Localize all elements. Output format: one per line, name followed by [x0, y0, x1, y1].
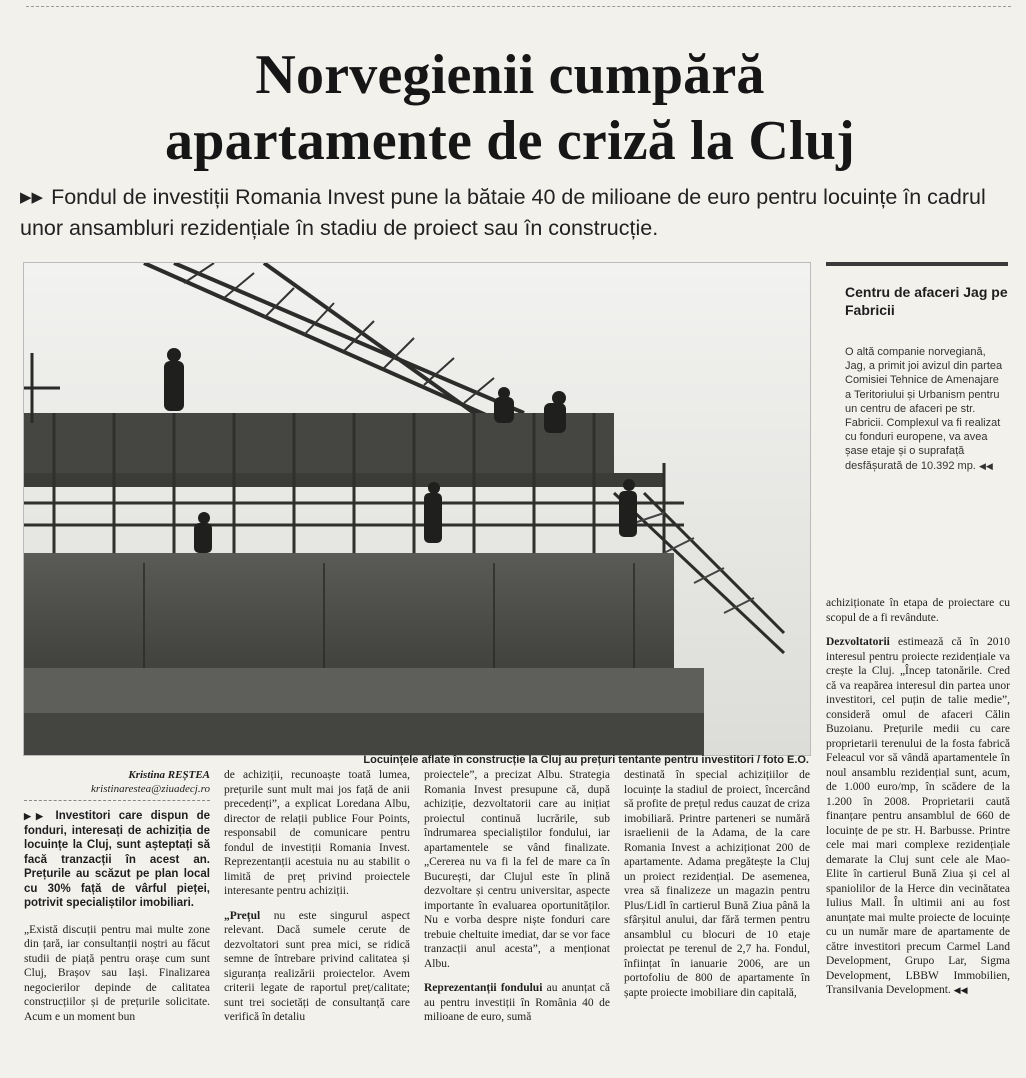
sidebar-rule — [826, 262, 1008, 266]
end-mark-icon: ◀◀ — [953, 985, 968, 995]
caption-text: Locuințele aflate în construcție la Cluj au prețuri tentante pentru investitori — [363, 754, 754, 766]
column-4 — [624, 768, 810, 1000]
lead-paragraph — [20, 182, 1020, 243]
col3-paragraph-2 — [424, 981, 610, 1025]
headline — [60, 42, 960, 174]
col3-paragraph-2-text: au anunțat că au pentru investiții în România 40 de milioane de euro, sumă — [424, 982, 610, 1023]
column-3 — [424, 768, 610, 1025]
col2-paragraph-1: de achiziții, recunoaște toată lumea, prețurile sunt mult mai jos față de anii precedenți”, a explicat Loredana Albu, director de relații publice Four Points, responsabil de comunicare pentru fondul de investiții Romania Invest. Reprezentanții acestuia nu au stabilit o limită de preț privind proiectele interesante pentru achiziții. — [224, 769, 410, 897]
headline-line-2: apartamente de criză la Cluj — [165, 110, 855, 172]
col2-paragraph-2 — [224, 909, 410, 1025]
end-mark-icon: ◀◀ — [978, 460, 993, 471]
col5-lead-word: Dezvoltatorii — [826, 636, 890, 648]
column-2 — [224, 768, 410, 1025]
photo-credit: / foto E.O. — [757, 754, 809, 766]
sidebar-body: O altă companie norvegiană, Jag, a primit joi avizul din partea Comisiei Tehnice de Amenajare a Teritoriului și Urbanism pentru un centru de afaceri pe str. Fabricii. Complexul va fi realizat cu fonduri europene, va avea șase etaje și o suprafață desfășurată de 10.392 mp. — [845, 346, 1003, 472]
photo-caption — [23, 754, 809, 766]
col5-paragraph-1: achiziționate în etapa de proiectare cu scopul de a fi revândute. — [826, 597, 1010, 624]
col3-lead-word: Reprezentanții fondului — [424, 982, 543, 994]
col4-paragraph: destinată în special achizițiilor de locuințe la stadiul de proiect, încercând să profite de prețul redus cauzat de criza imobiliară. Printre parteneri se numără israelienii de la Adama, de la care Romania Invest a achiziționat 200 de apartamente. Adama pregătește la Cluj un proiect rezidențial. De asemenea, vrea să finalizeze un magazin pentru Plus/Lidl în cartierul Bună Ziua până la sfârșitul anului, dar fără termen pentru ansamblul cu blocuri de 10 etaje proiectat pe terenul de 2,7 ha. Fondul, înființat în ianuarie 2006, are un portofoliu de 800 de apartamente în șapte proiecte imobiliare din capitală, — [624, 769, 810, 999]
top-rule — [26, 6, 1011, 7]
construction-photo — [23, 262, 811, 756]
intro-paragraph — [24, 809, 210, 911]
headline-line-1: Norvegienii cumpără — [255, 44, 765, 106]
construction-illustration — [24, 263, 810, 755]
column-5 — [826, 596, 1010, 998]
byline-author: Kristina REȘTEA — [128, 769, 210, 781]
col3-paragraph-1: proiectele”, a precizat Albu. Strategia Romania Invest presupune că, după achiziție, dezvoltatorii care au inițiat proiectul continuă lucrările, sub îndrumarea specialiștilor fondului, iar apartamentele se vând finalizate. „Cererea nu va fi la fel de mare ca în București, dar Clujul este în plină dezvoltare și centru universitar, aspecte importante în evaluarea oportunităților. Nu e vorba despre niște fonduri care trebuie cheltuite imediat, dar se vor face tranzacții anul acesta”, a menționat Albu. — [424, 769, 610, 970]
double-arrow-icon: ▶▶ — [24, 811, 56, 821]
col2-lead-word: „Prețul — [224, 909, 261, 922]
col2-paragraph-2-text: nu este singurul aspect relevant. Dacă sumele cerute de dezvoltatori sunt prea mici, se ridică semne de întrebare privind calitatea și siguranța realizării proiectelor. Avem criterii legate de raportul preț/calitate; sunt trei societăți de consultanță care verifică în detaliu — [224, 909, 410, 1023]
sidebar-text — [845, 345, 1005, 473]
sidebar-title: Centru de afaceri Jag pe Fabricii — [845, 284, 1008, 318]
col5-paragraph-2-text: estimează că în 2010 interesul pentru proiecte rezidențiale va crește la Cluj. „Încep tatonările. Cred că va reapărea interesul din partea unor investitori, cel puțin de talie medie”, consideră omul de afaceri Călin Buzoianu. Prețurile medii cu care proprietarii terenului de la fosta fabrică Feleacul vor să vândă apartamentele în noul ansamblu rezidențial sunt, acum, de 1.000 euro/mp, în scădere de la 1.200 în 2008. Proprietarii caută finanțare pentru ansamblul de 660 de locuințe de pe str. H. Barbusse. Printre cele mai mari complexe rezidențiale demarate la Cluj sunt cele ale Mao-Elite în cartierul Bună Ziua și cel al spaniolilor de la Herce din vecinătatea Iulius Mall. În ultimii ani au fost anunțate mai multe proiecte de locuințe cu un număr mare de apartamente de către investitori precum Carmel Land Development, Grupo Lar, Sigma Development, LBBW Immobilien, Transilvania Development. — [826, 636, 1010, 996]
column-1 — [24, 768, 210, 1024]
double-arrow-icon: ▶▶ — [20, 189, 44, 206]
col5-paragraph-2 — [826, 635, 1010, 998]
byline-email: kristinarestea@ziuadecj.ro — [24, 782, 210, 801]
intro-text: Investitori care dispun de fonduri, interesați de achiziția de locuințe la Cluj, sunt așteptați să facă tranzacții în acest an. Prețurile au scăzut pe plan local cu 30% față de vârful pieței, potrivit specialiștilor imobiliari. — [24, 810, 210, 909]
lead-text: Fondul de investiții Romania Invest pune la bătaie 40 de milioane de euro pentru locuințe în cadrul unor ansambluri rezidențiale în stadiu de proiect sau în construcție. — [20, 185, 986, 240]
col1-paragraph: „Există discuții pentru mai multe zone din țară, iar consultanții noștri au făcut studii de piață pentru orașe cum sunt Cluj, Brașov sau Iași. Finalizarea negocierilor depinde de calitatea construcțiilor și de prețurile solicitate. Acum e un moment bun — [24, 923, 210, 1023]
